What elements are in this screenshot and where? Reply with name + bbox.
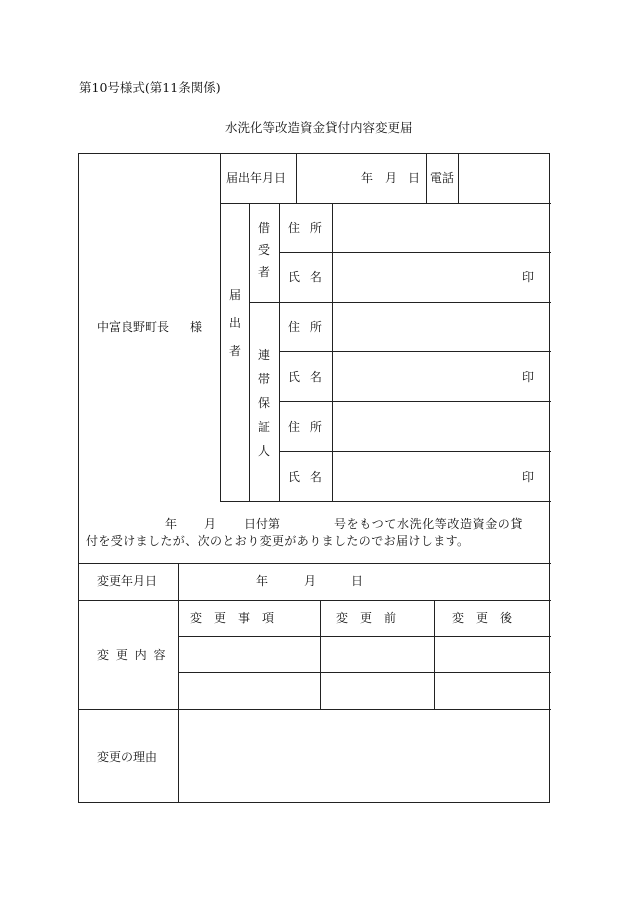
borrower-address-label: 住 所 bbox=[288, 221, 322, 235]
lower-label-column-divider bbox=[178, 563, 179, 803]
notification-date-month: 月 bbox=[385, 171, 398, 185]
notification-date-label: 届出年月日 bbox=[226, 171, 287, 185]
statement-line2: 付を受けましたが、次のとおり変更がありましたのでお届けします。 bbox=[86, 534, 470, 548]
phone-label: 電話 bbox=[430, 171, 455, 185]
statement-day-suffix: 日付第 bbox=[244, 517, 281, 531]
notifier-label-char: 出 bbox=[228, 316, 241, 330]
change-date-day: 日 bbox=[351, 574, 364, 588]
notification-date-day: 日 bbox=[408, 171, 421, 185]
guarantor-label bbox=[257, 348, 271, 468]
statement-year: 年 bbox=[165, 517, 178, 531]
change-after-cell[interactable] bbox=[436, 674, 549, 707]
guarantor-address-label: 住 所 bbox=[288, 420, 322, 434]
notifier-block-left-border bbox=[220, 153, 221, 501]
guarantor-label-char: 証 bbox=[257, 420, 270, 434]
phone-number-field[interactable] bbox=[459, 155, 549, 201]
guarantor-address-field[interactable] bbox=[334, 304, 549, 349]
notifier-label-divider bbox=[249, 203, 250, 501]
guarantor-label-char: 保 bbox=[257, 396, 270, 410]
change-date-year: 年 bbox=[256, 574, 269, 588]
borrower-label bbox=[257, 221, 271, 287]
guarantor-seal-mark: 印 bbox=[522, 370, 535, 384]
change-date-bottom bbox=[78, 600, 551, 601]
statement-line1-tail: 号をもつて水洗化等改造資金の貸 bbox=[334, 517, 524, 531]
guarantor-name-field[interactable] bbox=[334, 453, 514, 499]
guarantor-label-char: 人 bbox=[257, 444, 270, 458]
form-number: 第10号様式(第11条関係) bbox=[79, 80, 221, 95]
form-title: 水洗化等改造資金貸付内容変更届 bbox=[225, 120, 413, 135]
change-after-column-header: 変 更 後 bbox=[452, 611, 513, 625]
borrower-label-char: 借 bbox=[257, 221, 270, 235]
change-column-divider-1 bbox=[320, 600, 321, 709]
change-contents-label: 変 更 内 容 bbox=[97, 648, 166, 662]
borrower-guarantor-divider bbox=[249, 302, 551, 303]
borrower-seal-mark: 印 bbox=[522, 270, 535, 284]
statement-bottom bbox=[78, 563, 551, 564]
guarantor-address-field[interactable] bbox=[334, 403, 549, 449]
change-date-label: 変更年月日 bbox=[97, 574, 158, 588]
change-header-bottom bbox=[178, 636, 551, 637]
phone-label-left-divider bbox=[426, 153, 427, 203]
addressee-name: 中富良野町長 bbox=[97, 320, 170, 334]
change-contents-bottom bbox=[78, 709, 551, 710]
field-label-divider bbox=[332, 203, 333, 501]
guarantor-label-char: 連 bbox=[257, 348, 270, 362]
borrower-label-char: 受 bbox=[257, 243, 270, 257]
notifier-block-bottom bbox=[220, 501, 551, 502]
change-before-cell[interactable] bbox=[322, 674, 433, 707]
addressee-honorific: 様 bbox=[190, 320, 203, 334]
guarantor-row-divider-1 bbox=[279, 351, 551, 352]
guarantor-label-char: 帯 bbox=[257, 372, 270, 386]
change-row-divider bbox=[178, 672, 551, 673]
change-item-column-header: 変 更 事 項 bbox=[190, 611, 275, 625]
guarantor-row-divider-2 bbox=[279, 401, 551, 402]
notifier-label bbox=[228, 288, 242, 372]
notifier-label-char: 届 bbox=[228, 288, 241, 302]
borrower-label-char: 者 bbox=[257, 265, 270, 279]
notification-date-year: 年 bbox=[361, 171, 374, 185]
guarantor-seal-mark: 印 bbox=[522, 470, 535, 484]
change-item-cell[interactable] bbox=[180, 674, 319, 707]
change-date-month: 月 bbox=[304, 574, 317, 588]
guarantor-name-field[interactable] bbox=[334, 353, 514, 399]
change-reason-field[interactable] bbox=[180, 711, 549, 801]
change-item-cell[interactable] bbox=[180, 638, 319, 671]
guarantor-name-label: 氏 名 bbox=[288, 370, 322, 384]
change-before-cell[interactable] bbox=[322, 638, 433, 671]
change-column-divider-2 bbox=[434, 600, 435, 709]
borrower-row-divider bbox=[279, 252, 551, 253]
role-label-divider bbox=[279, 203, 280, 501]
guarantor-row-divider-3 bbox=[279, 451, 551, 452]
change-reason-label: 変更の理由 bbox=[97, 750, 158, 764]
guarantor-name-label: 氏 名 bbox=[288, 470, 322, 484]
change-date-field[interactable] bbox=[180, 565, 549, 598]
borrower-name-label: 氏 名 bbox=[288, 270, 322, 284]
date-label-divider bbox=[296, 153, 297, 203]
guarantor-address-label: 住 所 bbox=[288, 320, 322, 334]
notifier-label-char: 者 bbox=[228, 344, 241, 358]
change-before-column-header: 変 更 前 bbox=[336, 611, 397, 625]
change-after-cell[interactable] bbox=[436, 638, 549, 671]
statement-month: 月 bbox=[204, 517, 217, 531]
borrower-name-field[interactable] bbox=[334, 254, 514, 300]
notification-date-row-bottom bbox=[220, 203, 551, 204]
borrower-address-field[interactable] bbox=[334, 205, 549, 250]
